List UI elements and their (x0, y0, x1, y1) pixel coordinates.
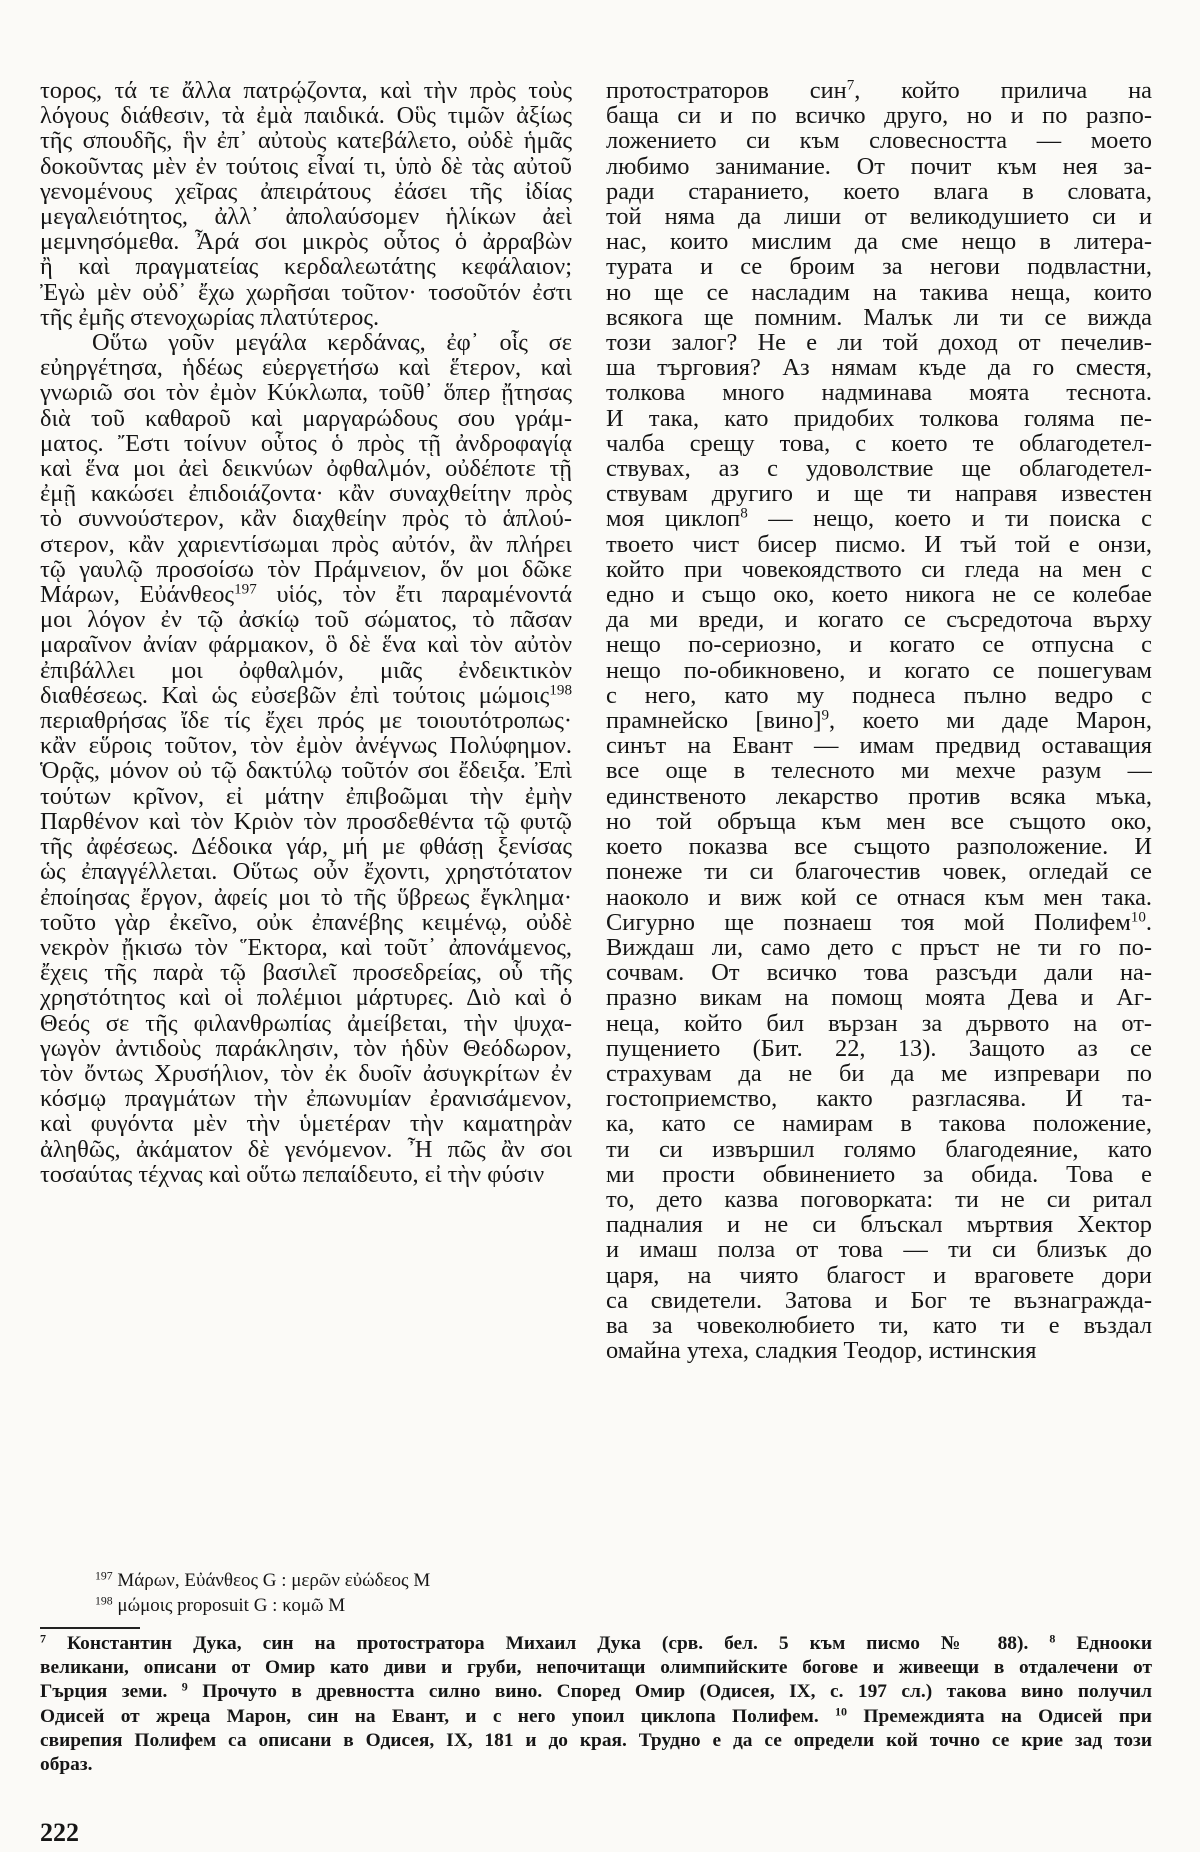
bulgarian-translation-column (606, 78, 1152, 1363)
bulgarian-text-line: гостоприемство, както разгласява. И та- (606, 1086, 1152, 1112)
bulgarian-text-line: нещо по-сериозно, и когато се отпусна с (606, 632, 1152, 658)
greek-text-line: τῆς ἐμῆς στενοχωρίας πλατύτερος. (40, 304, 380, 331)
greek-text-line: καὶ ἕνα μοι ἀεὶ δεικνύων ὀφθαλμόν, οὐδέποτε τῇ (40, 456, 572, 482)
greek-text-line: κόσμῳ πραγμάτων τὴν ἐπωνυμίαν ἐρανισάμενον, (40, 1086, 572, 1112)
bulgarian-text-line: този залог? Не е ли той доход от печелив- (606, 330, 1152, 356)
greek-text-line: ἐποίησας ἔργον, ἀφείς μοι τὸ τῆς ὕβρεως ἔγκλημα· (40, 884, 572, 910)
bulgarian-text-line: любимо занимание. От почит към нея за- (606, 153, 1152, 179)
greek-text-line: ἔχεις τῆς παρὰ τῷ βασιλεῖ προσεδρείας, οὗ τῆς (40, 960, 572, 986)
footnote-line: свирепия Полифем са описани в Одисея, IX, 181 и до края. Трудно е да се определи кой точно се крие зад този (40, 1729, 1152, 1751)
bulgarian-text-line: пущението (Бит. 22, 13). Защото аз се (606, 1035, 1152, 1061)
greek-text-line: τορος, τά τε ἄλλα πατρῴζοντα, καὶ τὴν πρὸς τοὺς (40, 78, 572, 104)
bulgarian-text-line: твоето чист бисер писмо. И тъй той е онзи, (606, 531, 1152, 557)
greek-text-line: τούτων κρῖνον, εἰ μάτην ἐπιβοῶμαι τὴν ἐμὴν (40, 783, 572, 809)
apparatus-entry: $^{198}$ μώμοις proposuit G : κομῶ M (95, 1594, 346, 1616)
greek-text-line: χρηστότητος καὶ οἱ πολέμιοι μάρτυρες. Διὸ καὶ ὁ (40, 985, 572, 1011)
bulgarian-text-line: понеже ти си благочестив човек, огледай се (606, 859, 1152, 885)
bulgarian-text-line: всякога ще помним. Малък ли ти се вижда (606, 304, 1152, 331)
bulgarian-text-line: И така, като придобих толкова голяма пе- (606, 405, 1152, 431)
greek-text-line: ἀληθῶς, ἀκάματον δὲ γενόμενον. Ἦ πῶς ἂν σοι (40, 1136, 572, 1162)
greek-text-line: μεμνησόμεθα. Ἆρά σοι μικρὸς οὗτος ὁ ἀρραβὼν (40, 229, 572, 255)
bulgarian-text-line: сочвам. От всичко това разсъди дали на- (606, 960, 1152, 986)
bulgarian-text-line: което показва все същото разположение. И (606, 834, 1152, 860)
greek-text-line: τοῦτο γὰρ ἐκεῖνο, οὐκ ἐπανέβης κειμένῳ, οὐδὲ (40, 909, 572, 935)
greek-text-line: γνωριῶ σοι τὸν ἐμὸν Κύκλωπα, τοῦθ᾽ ὅπερ ᾔτησας (40, 380, 572, 406)
footnote-line: $^7$ Константин Дука, син на протостратора Михаил Дука (срв. бел. 5 към писмо № 88). $^8$ Еднооки (40, 1632, 1152, 1654)
greek-text-line: μαραῖνον ἀνίαν φάρμακον, ὃ δὲ ἕνα καὶ τὸν αὐτὸν (40, 632, 572, 658)
greek-text-line: τῆς ἀφέσεως. Δέδοικα γάρ, μή με φθάσῃ ξενίσας (40, 834, 572, 860)
bulgarian-text-line: с него, като му поднеса пълно ведро с (606, 682, 1152, 709)
greek-text-line: ὡς ἐπαγγέλλεται. Οὕτως οὖν ἔχοντι, χρηστότατον (40, 859, 572, 885)
footnote-line: великани, описани от Омир като диви и груби, непочитащи олимпийските богове и живеещи в отдалечени от (40, 1657, 1152, 1679)
bulgarian-text-line: чалба срещу това, с което те облагодетел- (606, 430, 1152, 457)
apparatus-entry: $^{197}$ Μάρων, Εὐάνθεος G : μερῶν εὐώδεος M (95, 1569, 431, 1591)
bulgarian-text-line: ва за човеколюбието ти, като ти е въздал (606, 1312, 1152, 1339)
greek-text-line: τοσαύτας τέχνας καὶ οὕτω πεπαίδευτο, εἰ τὴν φύσιν (40, 1161, 545, 1187)
critical-apparatus (95, 1568, 430, 1618)
bulgarian-text-line: и имаш полза от това — ти си близък до (606, 1237, 1152, 1263)
bulgarian-text-line: ти си извършил голямо благодеяние, като (606, 1136, 1152, 1162)
greek-text-line: Μάρων, Εὐάνθεος$^{197}$ υἱός, τὸν ἔτι παραμένοντά (40, 582, 572, 608)
greek-text-line: ἢ καὶ πραγματείας κερδαλεωτάτης κεφάλαιον; (40, 254, 572, 280)
greek-text-line: τῆς σπουδῆς, ἣν ἐπ᾽ αὐτοὺς κατεβάλετο, οὐδὲ ἡμᾶς (40, 128, 572, 154)
bulgarian-text-line: Сигурно ще познаеш тоя мой Полифем$^{10}$. (606, 909, 1152, 935)
bulgarian-text-line: омайна утеха, сладкия Теодор, истинския (606, 1338, 1037, 1364)
bulgarian-text-line: но той обръща към мен все същото око, (606, 808, 1152, 835)
bulgarian-text-line: но ще се насладим на такива неща, които (606, 279, 1152, 305)
greek-text-line: διὰ τοῦ καθαροῦ καὶ μαργαρώδους σου γράμ- (40, 405, 572, 431)
greek-text-line: στερον, κἂν χαριεντίσωμαι πρὸς αὐτόν, ἂν πλήρει (40, 531, 572, 557)
greek-text-line: γενομένους χεῖρας ἀπειράτους ἐάσει τῆς ἰδίας (40, 178, 572, 205)
bulgarian-text-line: баща си и по всичко друго, но и по разпо- (606, 103, 1152, 129)
bulgarian-text-line: нас, които мислим да сме нещо в литера- (606, 229, 1152, 255)
greek-text-line: μεγαλειότητος, ἀλλ᾽ ἀπολαύσομεν ἡλίκων ἀεὶ (40, 204, 572, 230)
footnote-line: Гърция земи. $^9$ Прочуто в древността силно вино. Според Омир (Одисея, IX, с. 197 сл.) такова вино получил (40, 1680, 1152, 1703)
greek-text-line: Παρθένον καὶ τὸν Κριὸν τὸν προσδεθέντα τῷ φυτῷ (40, 808, 572, 835)
greek-text-line: Ὁρᾷς, μόνον οὐ τῷ δακτύλῳ τοῦτόν σοι ἔδειξα. Ἐπὶ (40, 758, 572, 784)
greek-text-line: τῷ γαυλῷ προσοίσω τὸν Πράμνειον, ὅν μοι δῶκε (40, 556, 572, 583)
bulgarian-text-line: прамнейско [вино]$^9$, което ми даде Марон, (606, 708, 1152, 734)
bulgarian-text-line: да ми вреди, и когато се съсредоточа върху (606, 607, 1152, 633)
bulgarian-text-line: са свидетели. Затова и Бог те възнагражда- (606, 1287, 1152, 1313)
greek-text-line: διαθέσεως. Καὶ ὡς εὐσεβῶν ἐπὶ τούτοις μώμοις$^{198}$ (40, 682, 572, 709)
bulgarian-text-line: нещо по-обикновено, и когато се пошегувам (606, 657, 1152, 683)
bulgarian-text-line: все още в телесното ми мехче разум — (606, 758, 1152, 784)
greek-text-line: ἐπιβάλλει μοι ὀφθαλμόν, μιᾶς ἐνδεικτικὸν (40, 657, 572, 683)
greek-text-line: Ἐγὼ μὲν οὐδ᾽ ἔχω χωρῆσαι τοῦτον· τοσοῦτόν ἐστι (40, 279, 572, 305)
greek-text-line: εὐηργέτησα, ἡδέως εὐεργετήσω καὶ ἕτερον, καὶ (40, 355, 572, 381)
greek-text-line: τὸ συννούστερον, κἂν διαχθείην πρὸς τὸ ἁπλού- (40, 506, 572, 532)
bulgarian-text-line: синът на Евант — имам предвид оставащия (606, 733, 1152, 759)
footnote-line: образ. (40, 1754, 93, 1776)
bulgarian-text-line: ради старанието, което влага в словата, (606, 178, 1152, 205)
bulgarian-text-line: неца, който бил вързан за дървото на от- (606, 1010, 1152, 1036)
greek-text-line: καὶ φυγόντα μὲν τὴν ὑμετέραν τὴν καματηρὰν (40, 1111, 572, 1137)
greek-text-line: ματος. Ἔστι τοίνυν οὗτος ὁ πρὸς τῇ ἀνδροφαγίᾳ (40, 430, 572, 457)
bulgarian-text-line: протостраторов син$^7$, който прилича на (606, 78, 1152, 104)
greek-text-line: δοκοῦντας μὲν ἐν τούτοις εἶναί τι, ὑπὸ δὲ τὰς αὐτοῦ (40, 153, 572, 179)
greek-text-line: ἐμῇ κακώσει ἐπιδοιάζοντα· κἂν συναχθείτην πρὸς (40, 481, 572, 507)
bulgarian-text-line: той няма да лиши от великодушието си и (606, 204, 1152, 230)
bulgarian-text-line: който при човекоядството си гледа на мен с (606, 556, 1152, 583)
bulgarian-text-line: празно викам на помощ моята Дева и Аг- (606, 985, 1152, 1011)
bulgarian-text-line: ствувам другиго и ще ти направя известен (606, 481, 1152, 507)
greek-text-line: τὸν ὄντως Χρυσήλιον, τὸν ἐκ δυοῖν ἀσυγκρίτων ἐν (40, 1060, 572, 1087)
bulgarian-text-line: толкова много надминава моята теснота. (606, 380, 1152, 406)
greek-text-line: γωγὸν ἀντιδοὺς παράκλησιν, τὸν ἡδὺν Θεόδωρον, (40, 1035, 572, 1061)
bulgarian-text-line: падналия и не си блъскал мъртвия Хектор (606, 1212, 1152, 1238)
page-number: 222 (40, 1818, 79, 1847)
bulgarian-text-line: наоколо и виж кой се отнася към мен така. (606, 884, 1152, 910)
bulgarian-text-line: ка, като се намирам в такова положение, (606, 1111, 1152, 1137)
bulgarian-text-line: ми прости обвинението за обида. Това е (606, 1161, 1152, 1187)
bulgarian-text-line: ложението си към словесността — моето (606, 128, 1152, 154)
bulgarian-text-line: страхувам да не би да ме изпревари по (606, 1060, 1152, 1087)
greek-text-column (40, 78, 572, 1187)
greek-text-line: περιαθρήσας ἴδε τίς ἔχει πρός με τοιουτότροπως· (40, 708, 572, 734)
bulgarian-text-line: моя циклоп$^8$ — нещо, което и ти поиска с (606, 506, 1152, 532)
greek-text-line: Οὕτω γοῦν μεγάλα κερδάνας, ἐφ᾽ οἷς σε (92, 330, 572, 356)
bulgarian-text-line: турата и се броим за негови подвластни, (606, 254, 1152, 280)
footnote-separator-rule (40, 1627, 140, 1629)
bulgarian-text-line: единственото лекарство против всяка мъка, (606, 783, 1152, 809)
greek-text-line: μοι λόγον ἐν τῷ ἀσκίῳ τοῦ σώματος, τὸ πᾶσαν (40, 607, 572, 633)
greek-text-line: λόγους διάθεσιν, τὰ ἐμὰ παιδικά. Οὓς τιμῶν ἀξίως (40, 103, 572, 129)
bulgarian-text-line: Виждаш ли, само дето с пръст не ти го по- (606, 934, 1152, 961)
bulgarian-text-line: ствувах, аз с удоволствие ще облагодетел- (606, 456, 1152, 482)
greek-text-line: νεκρὸν ᾔκισω τὸν Ἕκτορα, καὶ τοῦτ᾽ ἀπονάμενος, (40, 934, 572, 961)
bulgarian-text-line: то, дето казва поговорката: ти не си ритал (606, 1186, 1152, 1213)
bulgarian-text-line: царя, на чиято благост и враговете дори (606, 1262, 1152, 1288)
footnotes (40, 1632, 1152, 1777)
greek-text-line: κἂν εὕροις τοῦτον, τὸν ἐμὸν ἀνέγνως Πολύφημον. (40, 733, 572, 759)
footnote-line: Одисей от жреца Марон, син на Евант, и с него упоил циклопа Полифем. $^{10}$ Премеждията на Одисей при (40, 1704, 1152, 1727)
bulgarian-text-line: ша търговия? Аз нямам къде да го сместя, (606, 355, 1152, 381)
bulgarian-text-line: едно и също око, което никога не се колебае (606, 582, 1152, 608)
greek-text-line: Θεός σε τῆς φιλανθρωπίας ἀμείβεται, τὴν ψυχα- (40, 1010, 572, 1036)
